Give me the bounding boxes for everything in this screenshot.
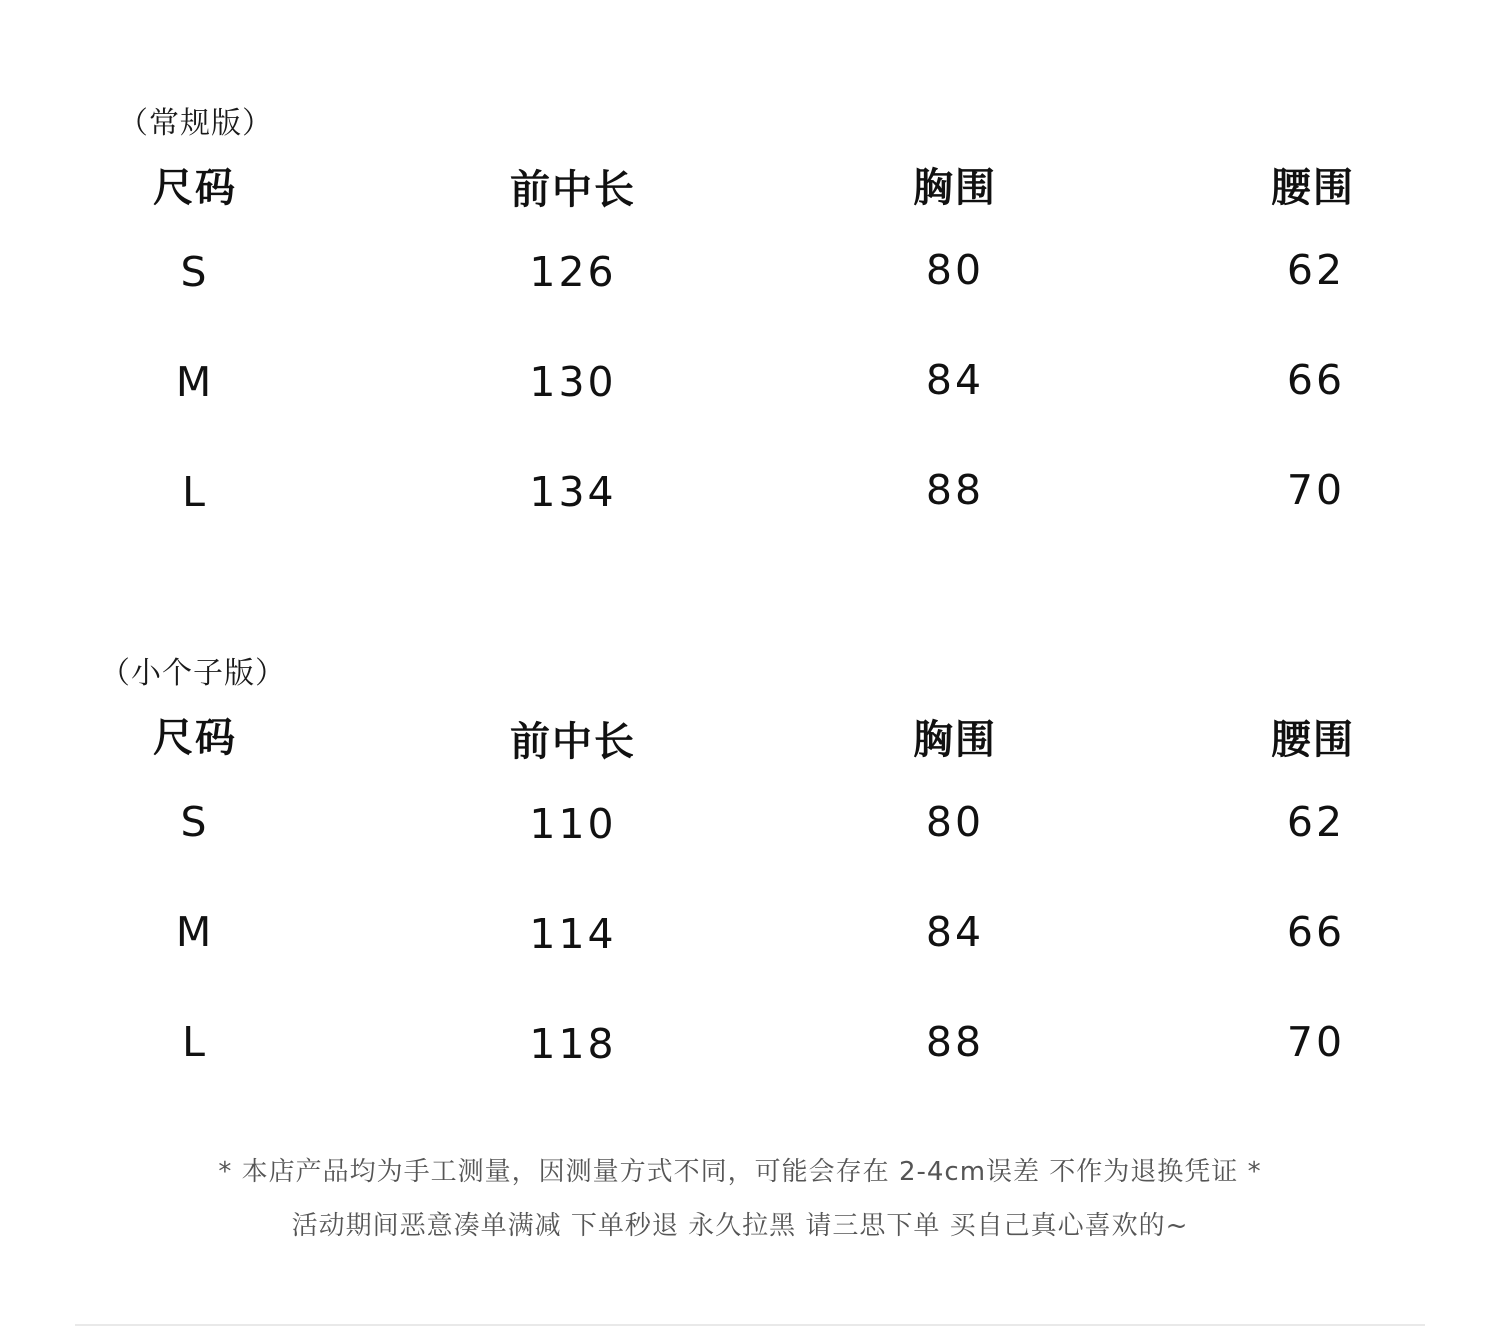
header-front-length: 前中长 xyxy=(510,167,636,213)
table-cell: 66 xyxy=(1286,908,1346,956)
table-cell: L xyxy=(182,1018,208,1066)
table-cell: 114 xyxy=(529,910,617,958)
table-cell: 80 xyxy=(925,246,985,294)
table-cell: 88 xyxy=(925,466,985,514)
header-waist: 腰围 xyxy=(1271,717,1355,763)
table-cell: 110 xyxy=(529,800,617,848)
version-label-petite: （小个子版） xyxy=(100,656,286,691)
table-cell: 126 xyxy=(529,248,617,296)
version-label-regular: （常规版） xyxy=(118,106,273,141)
header-bust: 胸围 xyxy=(913,165,997,211)
table-cell: S xyxy=(180,248,210,296)
measurement-note: * 本店产品均为手工测量，因测量方式不同，可能会存在 2-4cm误差 不作为退换凭证 * xyxy=(218,1157,1262,1187)
table-cell: L xyxy=(182,468,208,516)
bottom-divider xyxy=(75,1324,1425,1326)
header-size: 尺码 xyxy=(153,165,237,211)
table-cell: 62 xyxy=(1286,798,1346,846)
table-cell: M xyxy=(175,908,215,956)
table-cell: 84 xyxy=(925,356,985,404)
header-front-length: 前中长 xyxy=(510,719,636,765)
table-cell: 134 xyxy=(529,468,617,516)
table-cell: 62 xyxy=(1286,246,1346,294)
header-bust: 胸围 xyxy=(913,717,997,763)
table-cell: 130 xyxy=(529,358,617,406)
table-cell: 66 xyxy=(1286,356,1346,404)
table-cell: 88 xyxy=(925,1018,985,1066)
header-size: 尺码 xyxy=(153,715,237,761)
table-cell: 84 xyxy=(925,908,985,956)
policy-note: 活动期间恶意凑单满减 下单秒退 永久拉黑 请三思下单 买自己真心喜欢的~ xyxy=(291,1211,1189,1241)
table-cell: 70 xyxy=(1286,1018,1346,1066)
table-cell: 80 xyxy=(925,798,985,846)
table-cell: 118 xyxy=(529,1020,617,1068)
table-cell: S xyxy=(180,798,210,846)
header-waist: 腰围 xyxy=(1271,165,1355,211)
table-cell: 70 xyxy=(1286,466,1346,514)
table-cell: M xyxy=(175,358,215,406)
